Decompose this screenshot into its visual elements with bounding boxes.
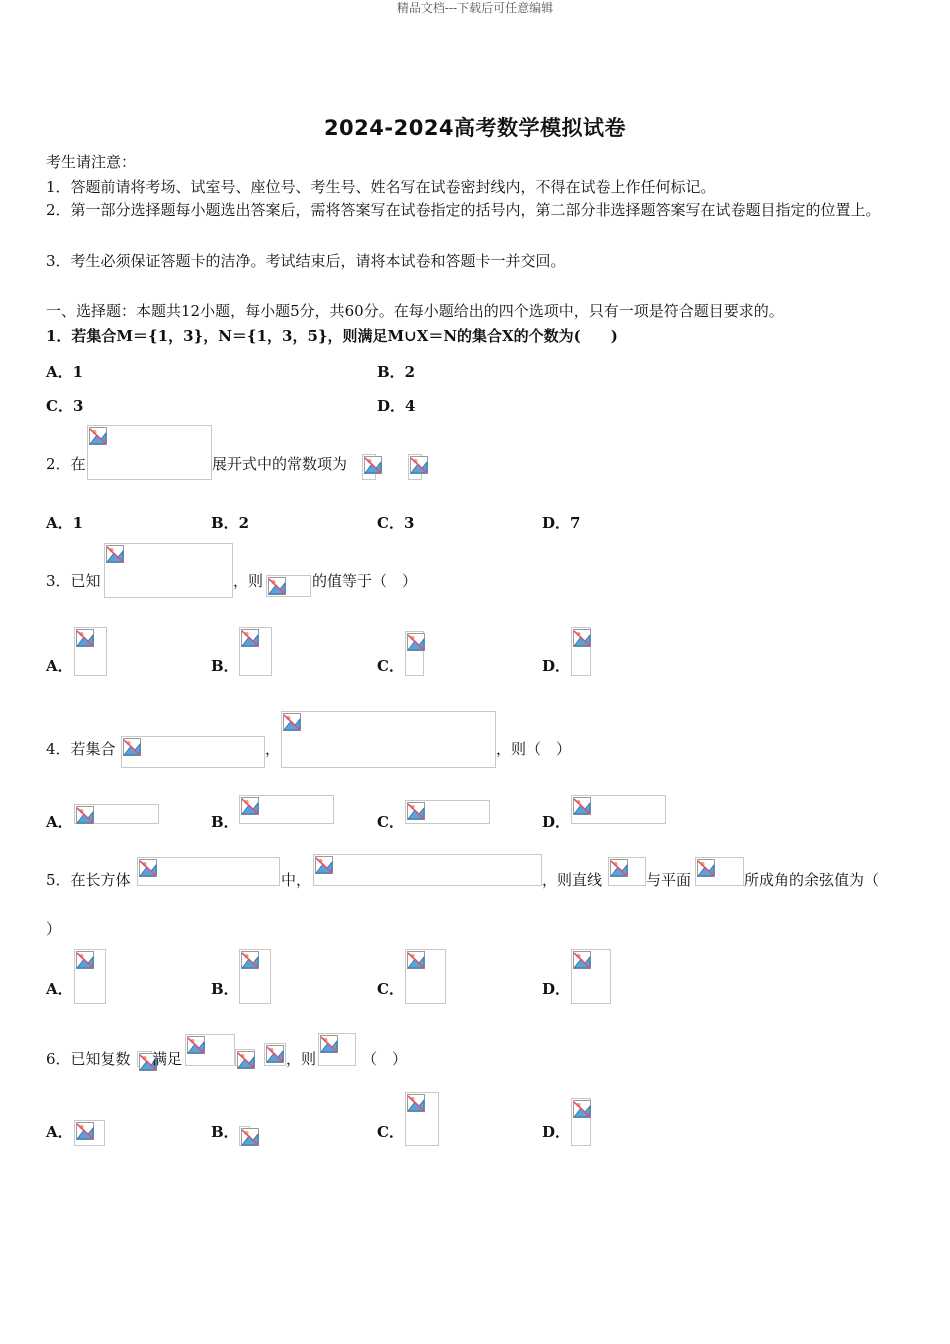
option-b: B． xyxy=(211,1123,239,1141)
formula-image xyxy=(695,857,744,886)
formula-image xyxy=(121,736,265,768)
question-stem-part: ，则直线 xyxy=(542,871,603,889)
option-b: B． xyxy=(211,980,239,998)
question-stem-part: 的值等于（ ） xyxy=(312,572,418,590)
formula-image xyxy=(408,454,422,480)
formula-image xyxy=(318,1033,356,1066)
question-stem-part: 3．已知 xyxy=(46,572,101,590)
option-b: B．2 xyxy=(377,363,416,381)
option-d: D． xyxy=(542,813,571,831)
question-stem-part: 所成角的余弦值为（ xyxy=(744,871,880,889)
formula-image xyxy=(571,949,611,1004)
formula-image xyxy=(405,1092,439,1146)
option-c: C． xyxy=(377,813,404,831)
formula-image xyxy=(405,800,490,824)
option-a: A． xyxy=(46,813,73,831)
notice-heading: 考生请注意： xyxy=(46,153,137,171)
page-title: 2024-2024高考数学模拟试卷 xyxy=(323,116,627,140)
formula-image xyxy=(266,575,311,597)
formula-image xyxy=(571,627,591,676)
question-stem-part: （ ） xyxy=(362,1050,408,1068)
section-heading: 一、选择题：本题共12小题，每小题5分，共60分。在每小题给出的四个选项中，只有一项是符合题目要求的。 xyxy=(46,302,784,320)
option-b: B． xyxy=(211,657,239,675)
formula-image xyxy=(104,543,233,598)
formula-image xyxy=(281,711,496,768)
formula-image xyxy=(239,1126,250,1146)
option-d: D．7 xyxy=(542,514,581,532)
option-a: A． xyxy=(46,657,73,675)
option-d: D． xyxy=(542,980,571,998)
formula-image xyxy=(405,631,424,676)
formula-image xyxy=(608,857,646,886)
formula-image xyxy=(74,804,159,824)
option-b: B．2 xyxy=(211,514,250,532)
notice-item: 1．答题前请将考场、试室号、座位号、考生号、姓名写在试卷密封线内，不得在试卷上作任何标记。 xyxy=(46,178,716,196)
formula-image xyxy=(239,795,334,824)
formula-image xyxy=(239,949,271,1004)
notice-item: 2．第一部分选择题每小题选出答案后，需将答案写在试卷指定的括号内，第二部分非选择题答案写在试卷题目指定的位置上。 xyxy=(46,201,881,219)
question-stem-part: 5．在长方体 xyxy=(46,871,131,889)
option-a: A． xyxy=(46,1123,73,1141)
formula-image xyxy=(185,1034,235,1066)
question-stem-part: ，则 xyxy=(286,1050,317,1068)
question-stem-part: 6．已知复数 xyxy=(46,1050,131,1068)
formula-image xyxy=(313,854,542,886)
formula-image xyxy=(137,1051,152,1067)
question-stem-part: 展开式中的常数项为 xyxy=(212,455,348,473)
formula-image xyxy=(264,1043,286,1066)
question-stem-part: 与平面 xyxy=(646,871,692,889)
question-stem-part: 中， xyxy=(281,871,312,889)
question-stem-part: ，则 xyxy=(233,572,264,590)
formula-image xyxy=(87,425,212,480)
formula-image xyxy=(74,1120,105,1146)
question-stem-part: ，则（ ） xyxy=(496,740,572,758)
option-a: A．1 xyxy=(46,363,84,381)
formula-image xyxy=(571,795,666,824)
question-stem-part: 2．在 xyxy=(46,455,86,473)
formula-image xyxy=(405,949,446,1004)
question-stem-part: 4．若集合 xyxy=(46,740,116,758)
option-a: A．1 xyxy=(46,514,84,532)
formula-image xyxy=(137,857,280,886)
formula-image xyxy=(362,454,376,480)
notice-item: 3．考生必须保证答题卡的洁净。考试结束后，请将本试卷和答题卡一并交回。 xyxy=(46,252,566,270)
formula-image xyxy=(239,627,272,676)
question-stem: 1．若集合M＝{1，3}，N＝{1，3，5}，则满足M∪X＝N的集合X的个数为( ) xyxy=(46,327,618,345)
option-d: D． xyxy=(542,657,571,675)
option-d: D． xyxy=(542,1123,571,1141)
formula-image xyxy=(235,1049,255,1066)
option-c: C． xyxy=(377,657,404,675)
page-header: 精品文档---下载后可任意编辑 xyxy=(396,1,554,15)
formula-image xyxy=(74,627,107,676)
formula-image xyxy=(74,949,106,1004)
option-c: C．3 xyxy=(377,514,415,532)
question-stem-part: ， xyxy=(265,740,281,758)
option-b: B． xyxy=(211,813,239,831)
option-a: A． xyxy=(46,980,73,998)
option-d: D．4 xyxy=(377,397,416,415)
option-c: C． xyxy=(377,980,404,998)
option-c: C． xyxy=(377,1123,404,1141)
formula-image xyxy=(571,1098,591,1146)
option-c: C．3 xyxy=(46,397,84,415)
question-stem-part: 满足 xyxy=(152,1050,183,1068)
question-stem-part: ） xyxy=(46,920,62,938)
